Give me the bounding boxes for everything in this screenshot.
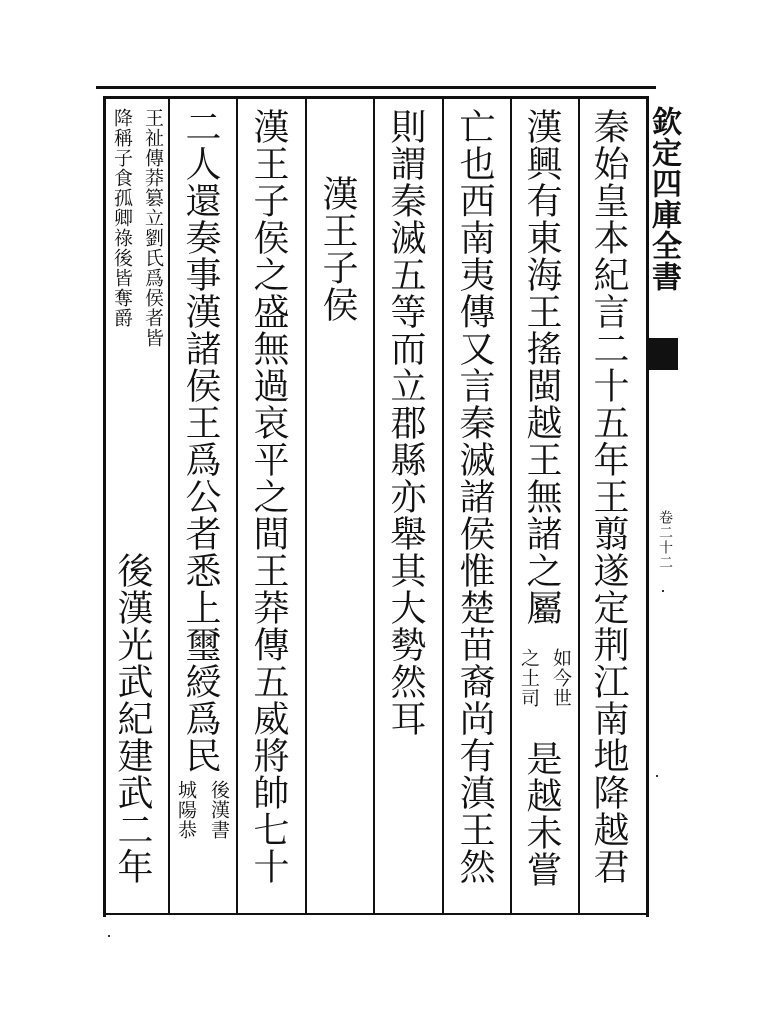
annotation-8b: 降稱子食孤卿祿後皆奪爵 [111, 108, 133, 328]
column-rule [510, 96, 512, 914]
fishtail-mark [648, 338, 678, 370]
column-rule [305, 96, 307, 914]
text-column-4: 則謂秦滅五等而立郡縣亦舉其大勢然耳 [385, 108, 426, 737]
text-column-1: 秦始皇本紀言二十五年王翦遂定荆江南地降越君 [588, 108, 629, 885]
column-rule [373, 96, 375, 914]
scan-speck [662, 590, 664, 592]
annotation-7a: 後漢書 [208, 780, 230, 840]
margin-column [648, 100, 684, 920]
section-heading: 漢王子侯 [317, 175, 358, 323]
column-rule [168, 96, 170, 914]
column-rule [578, 96, 580, 914]
book-title: 欽定四庫全書 [646, 106, 681, 292]
column-rule [442, 96, 444, 914]
annotation-2a: 如今世 [550, 648, 572, 708]
volume-label: 卷二十二 [657, 510, 673, 570]
annotation-8a: 王祉傳莽篡立劉氏爲侯者皆 [142, 108, 164, 348]
text-column-3: 亡也西南夷傳又言秦滅諸侯惟楚苗裔尚有滇王然 [454, 108, 495, 885]
bottom-rule [103, 913, 649, 915]
text-column-2-bottom: 是越未嘗 [521, 740, 562, 888]
scan-speck [656, 775, 658, 777]
text-column-6: 漢王子侯之盛無過哀平之間王莽傳五威將帥七十 [248, 108, 289, 885]
text-column-7: 二人還奏事漢諸侯王爲公者悉上璽綬爲民 [180, 108, 221, 774]
annotation-7b: 城陽恭 [175, 780, 197, 840]
column-rule [236, 96, 238, 914]
text-column-2-top: 漢興有東海王搖閩越王無諸之屬 [521, 108, 562, 626]
top-rule [96, 86, 656, 89]
annotation-2b: 之土司 [518, 648, 540, 708]
scan-speck [108, 935, 110, 937]
text-column-8-bottom: 後漢光武紀建武二年 [112, 552, 153, 885]
